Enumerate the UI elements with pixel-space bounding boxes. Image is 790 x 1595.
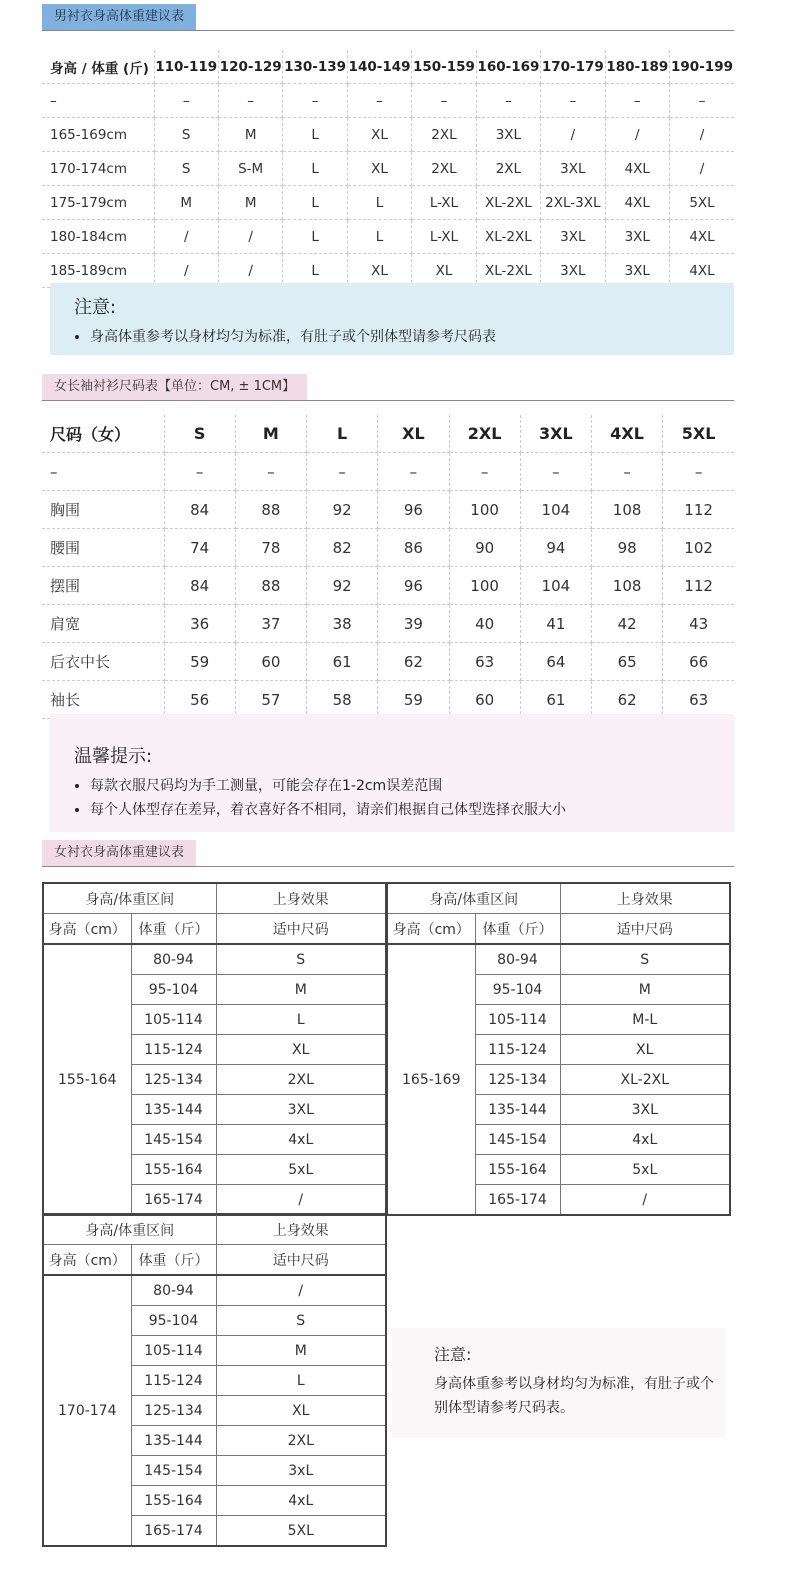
- column-header-size: 尺码（女）: [42, 415, 164, 453]
- fit-size-cell: 4xL: [216, 1486, 386, 1516]
- table-row: [42, 681, 734, 719]
- weight-range-cell: 95-104: [475, 975, 560, 1005]
- fit-size-cell: 5XL: [216, 1516, 386, 1547]
- size-cell: 4XL: [670, 254, 735, 288]
- measurement-label: 胸围: [42, 491, 164, 529]
- measurement-value: –: [307, 453, 378, 491]
- fit-size-cell: S: [560, 944, 730, 975]
- measurement-label: 肩宽: [42, 605, 164, 643]
- range-header: 身高/体重区间: [387, 883, 560, 914]
- measurement-value: 112: [663, 491, 734, 529]
- weight-range-cell: 155-164: [131, 1155, 216, 1185]
- height-range-cell: 165-169: [387, 944, 475, 1215]
- size-cell: /: [154, 220, 218, 254]
- measurement-value: 102: [663, 529, 734, 567]
- fit-size-cell: 5xL: [216, 1155, 386, 1185]
- section2-note-title: 温馨提示:: [74, 746, 153, 767]
- size-cell: 4XL: [605, 186, 669, 220]
- measurement-value: 104: [520, 567, 591, 605]
- table-header-row: [43, 883, 386, 914]
- women-size-table-170-174: [42, 1213, 387, 1547]
- size-cell: 3XL: [476, 118, 540, 152]
- size-cell: 3XL: [541, 254, 605, 288]
- measurement-value: 56: [164, 681, 235, 719]
- size-cell: 2XL: [476, 152, 540, 186]
- height-header: 身高（cm）: [387, 914, 475, 945]
- section1-title-tag: [42, 4, 196, 30]
- size-cell: /: [670, 118, 735, 152]
- measurement-value: 98: [592, 529, 663, 567]
- size-cell: –: [412, 84, 476, 118]
- column-header-size-name: S: [164, 415, 235, 453]
- weight-header: 体重（斤）: [131, 1245, 216, 1276]
- column-header-weight-range: 140-149: [347, 50, 411, 84]
- measurement-value: –: [520, 453, 591, 491]
- measurement-value: 59: [378, 681, 449, 719]
- table-row: [42, 186, 734, 220]
- size-cell: –: [476, 84, 540, 118]
- table-row: [42, 220, 734, 254]
- weight-range-cell: 80-94: [131, 944, 216, 975]
- table-row: [42, 529, 734, 567]
- fit-size-cell: L: [216, 1366, 386, 1396]
- weight-range-cell: 135-144: [131, 1095, 216, 1125]
- weight-range-cell: 145-154: [131, 1456, 216, 1486]
- table-row: [42, 491, 734, 529]
- section1-note: [50, 283, 734, 355]
- size-cell: –: [218, 84, 282, 118]
- measurement-value: 78: [235, 529, 306, 567]
- effect-header: 上身效果: [216, 1214, 386, 1245]
- fit-size-cell: /: [560, 1185, 730, 1216]
- size-cell: /: [154, 254, 218, 288]
- size-cell: 4XL: [605, 152, 669, 186]
- measurement-value: 74: [164, 529, 235, 567]
- row-height-label: 185-189cm: [42, 254, 154, 288]
- note-item: • 每款衣服尺码均为手工测量，可能会存在1-2cm误差范围: [90, 774, 724, 798]
- women-shirt-size-table: [42, 415, 734, 719]
- size-cell: 3XL: [541, 152, 605, 186]
- table-row: [42, 118, 734, 152]
- measurement-value: –: [663, 453, 734, 491]
- section2-divider: [42, 400, 734, 401]
- fit-size-cell: 3XL: [216, 1095, 386, 1125]
- weight-range-cell: 145-154: [131, 1125, 216, 1155]
- men-shirt-size-table: [42, 50, 734, 288]
- measurement-value: –: [164, 453, 235, 491]
- measurement-value: 86: [378, 529, 449, 567]
- fit-size-header: 适中尺码: [560, 914, 730, 945]
- column-header-weight-range: 120-129: [218, 50, 282, 84]
- measurement-value: 61: [520, 681, 591, 719]
- measurement-value: 112: [663, 567, 734, 605]
- size-cell: XL-2XL: [476, 220, 540, 254]
- section2-title: 女长袖衬衫尺码表【单位：CM, ± 1CM】: [54, 379, 296, 394]
- size-cell: XL: [347, 254, 411, 288]
- table-header-row: [43, 1214, 386, 1245]
- size-cell: 3XL: [541, 220, 605, 254]
- size-cell: S: [154, 152, 218, 186]
- measurement-value: –: [378, 453, 449, 491]
- measurement-value: 100: [449, 567, 520, 605]
- weight-range-cell: 115-124: [131, 1366, 216, 1396]
- size-cell: L: [283, 254, 347, 288]
- section1-title: 男衬衣身高体重建议表: [54, 9, 185, 24]
- measurement-value: 65: [592, 643, 663, 681]
- row-height-label: –: [42, 84, 154, 118]
- weight-range-cell: 95-104: [131, 975, 216, 1005]
- height-header: 身高（cm）: [43, 1245, 131, 1276]
- measurement-value: 37: [235, 605, 306, 643]
- measurement-value: 57: [235, 681, 306, 719]
- table-row: [42, 567, 734, 605]
- size-cell: S: [154, 118, 218, 152]
- measurement-label: 后衣中长: [42, 643, 164, 681]
- measurement-value: 82: [307, 529, 378, 567]
- size-cell: /: [218, 254, 282, 288]
- weight-range-cell: 115-124: [475, 1035, 560, 1065]
- fit-size-cell: /: [216, 1275, 386, 1306]
- measurement-value: 40: [449, 605, 520, 643]
- section2-note: [50, 714, 734, 832]
- size-cell: M: [154, 186, 218, 220]
- measurement-label: 摆围: [42, 567, 164, 605]
- weight-range-cell: 80-94: [475, 944, 560, 975]
- height-range-cell: 155-164: [43, 944, 131, 1215]
- measurement-value: 62: [592, 681, 663, 719]
- weight-range-cell: 165-174: [475, 1185, 560, 1216]
- weight-range-cell: 125-134: [475, 1065, 560, 1095]
- weight-range-cell: 155-164: [131, 1486, 216, 1516]
- size-cell: 4XL: [670, 220, 735, 254]
- measurement-label: –: [42, 453, 164, 491]
- fit-size-cell: M: [560, 975, 730, 1005]
- size-cell: L: [347, 220, 411, 254]
- size-cell: XL: [347, 152, 411, 186]
- weight-range-cell: 135-144: [131, 1426, 216, 1456]
- table-subheader-row: [43, 1245, 386, 1276]
- measurement-value: 108: [592, 491, 663, 529]
- fit-size-header: 适中尺码: [216, 914, 386, 945]
- column-header-size-name: XL: [378, 415, 449, 453]
- measurement-value: 66: [663, 643, 734, 681]
- size-cell: L: [283, 152, 347, 186]
- column-header-size-name: 2XL: [449, 415, 520, 453]
- measurement-value: 41: [520, 605, 591, 643]
- column-header-height-weight: 身高 / 体重 (斤): [42, 50, 154, 84]
- measurement-value: –: [592, 453, 663, 491]
- range-header: 身高/体重区间: [43, 883, 216, 914]
- size-cell: L: [283, 220, 347, 254]
- fit-size-cell: M: [216, 975, 386, 1005]
- measurement-value: 84: [164, 491, 235, 529]
- measurement-value: 92: [307, 491, 378, 529]
- fit-size-cell: XL: [216, 1035, 386, 1065]
- table-subheader-row: [387, 914, 730, 945]
- fit-size-cell: XL-2XL: [560, 1065, 730, 1095]
- size-cell: –: [154, 84, 218, 118]
- measurement-value: 64: [520, 643, 591, 681]
- column-header-size-name: L: [307, 415, 378, 453]
- size-cell: XL-2XL: [476, 186, 540, 220]
- section3-note-body: 身高体重参考以身材均匀为标准，有肚子或个别体型请参考尺码表。: [434, 1376, 714, 1416]
- weight-range-cell: 165-174: [131, 1185, 216, 1216]
- fit-size-cell: XL: [216, 1396, 386, 1426]
- measurement-value: 108: [592, 567, 663, 605]
- size-cell: –: [347, 84, 411, 118]
- weight-range-cell: 95-104: [131, 1306, 216, 1336]
- size-cell: L: [283, 186, 347, 220]
- size-cell: 5XL: [670, 186, 735, 220]
- size-cell: M: [218, 186, 282, 220]
- table-row: [43, 944, 386, 975]
- measurement-value: 63: [663, 681, 734, 719]
- size-cell: /: [541, 118, 605, 152]
- row-height-label: 170-174cm: [42, 152, 154, 186]
- table-header-row: [42, 50, 734, 84]
- column-header-weight-range: 160-169: [476, 50, 540, 84]
- section1-note-title: 注意:: [74, 297, 117, 318]
- women-size-table-165-169: [386, 882, 731, 1216]
- measurement-value: 88: [235, 567, 306, 605]
- weight-range-cell: 165-174: [131, 1516, 216, 1547]
- size-cell: –: [670, 84, 735, 118]
- measurement-value: 96: [378, 491, 449, 529]
- weight-header: 体重（斤）: [475, 914, 560, 945]
- weight-range-cell: 145-154: [475, 1125, 560, 1155]
- measurement-value: 60: [449, 681, 520, 719]
- weight-range-cell: 105-114: [131, 1005, 216, 1035]
- measurement-value: 36: [164, 605, 235, 643]
- size-cell: /: [605, 118, 669, 152]
- row-height-label: 175-179cm: [42, 186, 154, 220]
- size-cell: XL-2XL: [476, 254, 540, 288]
- measurement-value: 39: [378, 605, 449, 643]
- column-header-size-name: 4XL: [592, 415, 663, 453]
- measurement-value: 94: [520, 529, 591, 567]
- note-item: • 每个人体型存在差异，着衣喜好各不相同，请亲们根据自己体型选择衣服大小: [90, 798, 724, 822]
- fit-size-cell: L: [216, 1005, 386, 1035]
- table-row: [43, 1275, 386, 1306]
- fit-size-cell: S: [216, 944, 386, 975]
- fit-size-cell: 4xL: [560, 1125, 730, 1155]
- measurement-value: 62: [378, 643, 449, 681]
- table-row: [42, 152, 734, 186]
- measurement-value: 88: [235, 491, 306, 529]
- size-cell: XL: [412, 254, 476, 288]
- section3-note-title: 注意:: [434, 1345, 472, 1364]
- measurement-value: –: [449, 453, 520, 491]
- size-cell: S-M: [218, 152, 282, 186]
- section2-title-tag: [42, 374, 307, 400]
- weight-header: 体重（斤）: [131, 914, 216, 945]
- fit-size-cell: S: [216, 1306, 386, 1336]
- column-header-weight-range: 150-159: [412, 50, 476, 84]
- size-cell: L-XL: [412, 220, 476, 254]
- measurement-value: –: [235, 453, 306, 491]
- column-header-weight-range: 110-119: [154, 50, 218, 84]
- column-header-size-name: M: [235, 415, 306, 453]
- section3-divider: [42, 866, 734, 867]
- section3-note: [392, 1328, 725, 1438]
- section3-title: 女衬衣身高体重建议表: [54, 845, 185, 860]
- size-cell: XL: [347, 118, 411, 152]
- table-subheader-row: [43, 914, 386, 945]
- size-cell: –: [605, 84, 669, 118]
- fit-size-cell: 5xL: [560, 1155, 730, 1185]
- size-cell: 2XL: [412, 152, 476, 186]
- weight-range-cell: 125-134: [131, 1065, 216, 1095]
- measurement-value: 38: [307, 605, 378, 643]
- measurement-value: 60: [235, 643, 306, 681]
- size-cell: –: [283, 84, 347, 118]
- table-header-row: [387, 883, 730, 914]
- size-cell: L: [347, 186, 411, 220]
- fit-size-cell: 2XL: [216, 1065, 386, 1095]
- height-range-cell: 170-174: [43, 1275, 131, 1546]
- row-height-label: 165-169cm: [42, 118, 154, 152]
- measurement-value: 96: [378, 567, 449, 605]
- women-size-table-155-164: [42, 882, 387, 1216]
- table-row: [42, 84, 734, 118]
- measurement-value: 43: [663, 605, 734, 643]
- row-height-label: 180-184cm: [42, 220, 154, 254]
- table-header-row: [42, 415, 734, 453]
- fit-size-header: 适中尺码: [216, 1245, 386, 1276]
- section3-title-tag: [42, 840, 196, 866]
- measurement-label: 腰围: [42, 529, 164, 567]
- measurement-label: 袖长: [42, 681, 164, 719]
- column-header-size-name: 3XL: [520, 415, 591, 453]
- fit-size-cell: 3XL: [560, 1095, 730, 1125]
- section1-divider: [42, 30, 734, 31]
- measurement-value: 100: [449, 491, 520, 529]
- size-cell: 2XL-3XL: [541, 186, 605, 220]
- fit-size-cell: M: [216, 1336, 386, 1366]
- measurement-value: 42: [592, 605, 663, 643]
- range-header: 身高/体重区间: [43, 1214, 216, 1245]
- weight-range-cell: 80-94: [131, 1275, 216, 1306]
- size-cell: M: [218, 118, 282, 152]
- fit-size-cell: 3xL: [216, 1456, 386, 1486]
- weight-range-cell: 115-124: [131, 1035, 216, 1065]
- weight-range-cell: 125-134: [131, 1396, 216, 1426]
- fit-size-cell: 4xL: [216, 1125, 386, 1155]
- measurement-value: 90: [449, 529, 520, 567]
- size-cell: L-XL: [412, 186, 476, 220]
- size-cell: –: [541, 84, 605, 118]
- table-row: [42, 605, 734, 643]
- table-row: [387, 944, 730, 975]
- size-cell: 2XL: [412, 118, 476, 152]
- size-cell: 3XL: [605, 220, 669, 254]
- fit-size-cell: XL: [560, 1035, 730, 1065]
- weight-range-cell: 155-164: [475, 1155, 560, 1185]
- height-header: 身高（cm）: [43, 914, 131, 945]
- fit-size-cell: 2XL: [216, 1426, 386, 1456]
- column-header-weight-range: 180-189: [605, 50, 669, 84]
- fit-size-cell: M-L: [560, 1005, 730, 1035]
- size-cell: /: [670, 152, 735, 186]
- column-header-weight-range: 170-179: [541, 50, 605, 84]
- measurement-value: 84: [164, 567, 235, 605]
- column-header-weight-range: 190-199: [670, 50, 735, 84]
- note-item: • 身高体重参考以身材均匀为标准，有肚子或个别体型请参考尺码表: [90, 325, 724, 349]
- size-cell: 3XL: [605, 254, 669, 288]
- measurement-value: 58: [307, 681, 378, 719]
- measurement-value: 63: [449, 643, 520, 681]
- column-header-size-name: 5XL: [663, 415, 734, 453]
- weight-range-cell: 105-114: [131, 1336, 216, 1366]
- weight-range-cell: 105-114: [475, 1005, 560, 1035]
- column-header-weight-range: 130-139: [283, 50, 347, 84]
- measurement-value: 61: [307, 643, 378, 681]
- measurement-value: 59: [164, 643, 235, 681]
- measurement-value: 104: [520, 491, 591, 529]
- weight-range-cell: 135-144: [475, 1095, 560, 1125]
- size-cell: /: [218, 220, 282, 254]
- size-cell: L: [283, 118, 347, 152]
- table-row: [42, 453, 734, 491]
- measurement-value: 92: [307, 567, 378, 605]
- table-row: [42, 643, 734, 681]
- effect-header: 上身效果: [560, 883, 730, 914]
- effect-header: 上身效果: [216, 883, 386, 914]
- fit-size-cell: /: [216, 1185, 386, 1216]
